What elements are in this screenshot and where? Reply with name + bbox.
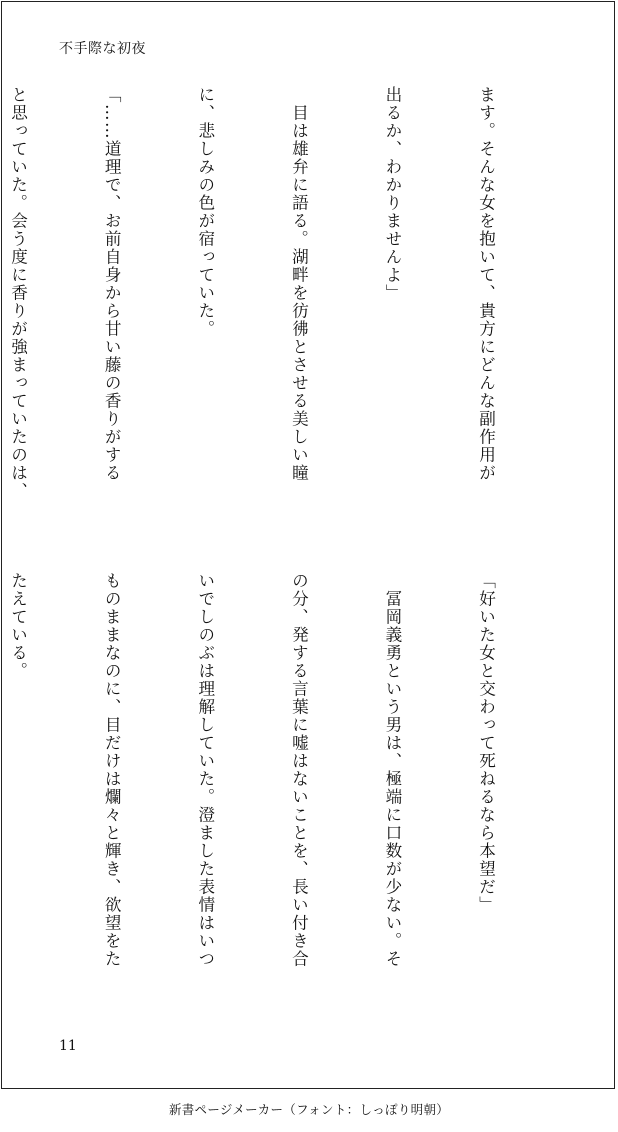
page-number: 11	[59, 1038, 77, 1054]
book-page	[1, 1, 615, 1089]
text-line: に、悲しみの色が宿っていた。	[195, 86, 215, 338]
generator-credit: 新書ページメーカー（フォント：しっぽり明朝）	[168, 1102, 450, 1117]
text-line: の分、発する言葉に嘘はないことを、長い付き合	[289, 572, 309, 968]
text-line: 「……道理で、お前自身から甘い藤の香りがする	[102, 86, 122, 482]
text-line: 出るか、わかりませんよ」	[382, 86, 402, 302]
text-line: ものままなのに、目だけは爛々と輝き、欲望をた	[102, 572, 122, 968]
text-line: いでしのぶは理解していた。澄ました表情はいつ	[195, 572, 215, 968]
text-line: と思っていた。会う度に香りが強まっていたのは、	[8, 86, 28, 500]
running-title: 不手際な初夜	[59, 41, 146, 57]
text-line: 冨岡義勇という男は、極端に口数が少ない。そ	[382, 572, 402, 968]
text-line: 目は雄弁に語る。湖畔を彷彿とさせる美しい瞳	[289, 86, 309, 482]
text-line: ます。そんな女を抱いて、貴方にどんな副作用が	[476, 86, 496, 482]
text-line: 「好いた女と交わって死ねるなら本望だ」	[476, 572, 496, 914]
text-block-top	[0, 86, 564, 536]
text-line: たえている。	[8, 572, 28, 680]
text-block-bottom	[0, 572, 564, 1022]
